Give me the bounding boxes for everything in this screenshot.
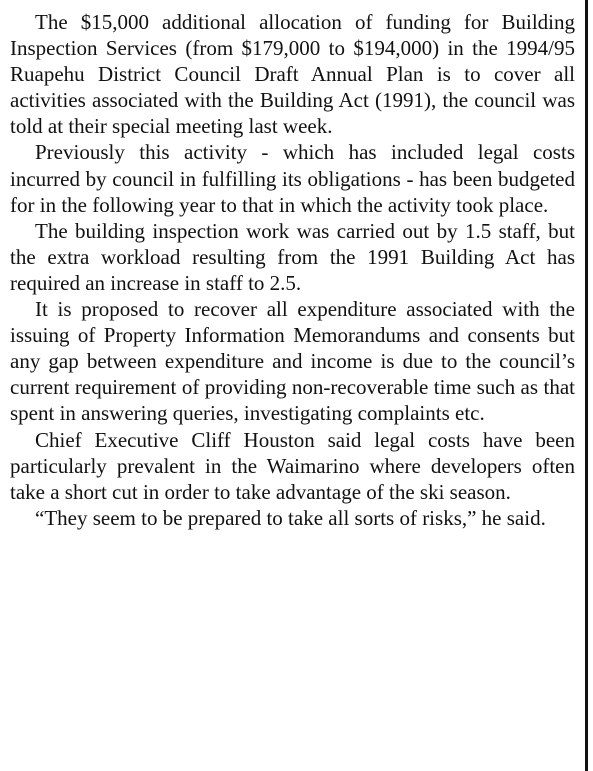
paragraph-cost-recovery: It is proposed to recover all expenditure associated with the issuing of Property Information Memorandums and consents but any gap between expenditure and income is due to the council’s current requirement of providing non-recoverable time such as that spent in answering queries, investigating complaints etc. bbox=[10, 297, 575, 426]
article-body bbox=[10, 9, 575, 531]
paragraph-legal-costs: Chief Executive Cliff Houston said legal costs have been particularly prevalent in the Waimarino where developers often take a short cut in order to take advantage of the ski season. bbox=[10, 427, 575, 504]
paragraph-staffing: The building inspection work was carried out by 1.5 staff, but the extra workload resulting from the 1991 Building Act has required an increase in staff to 2.5. bbox=[10, 218, 575, 295]
paragraph-quote: “They seem to be prepared to take all sorts of risks,” he said. bbox=[35, 505, 546, 530]
paragraph-previous-budgeting: Previously this activity - which has included legal costs incurred by council in fulfilling its obligations - has been budgeted for in the following year to that in which the activity took place. bbox=[10, 140, 575, 217]
column-rule bbox=[585, 0, 588, 771]
paragraph-funding-allocation: The $15,000 additional allocation of funding for Building Inspection Services (from $179,000 to $194,000) in the 1994/95 Ruapehu District Council Draft Annual Plan is to cover all activities associated with the Building Act (1991), the council was told at their special meeting last week. bbox=[10, 10, 575, 139]
